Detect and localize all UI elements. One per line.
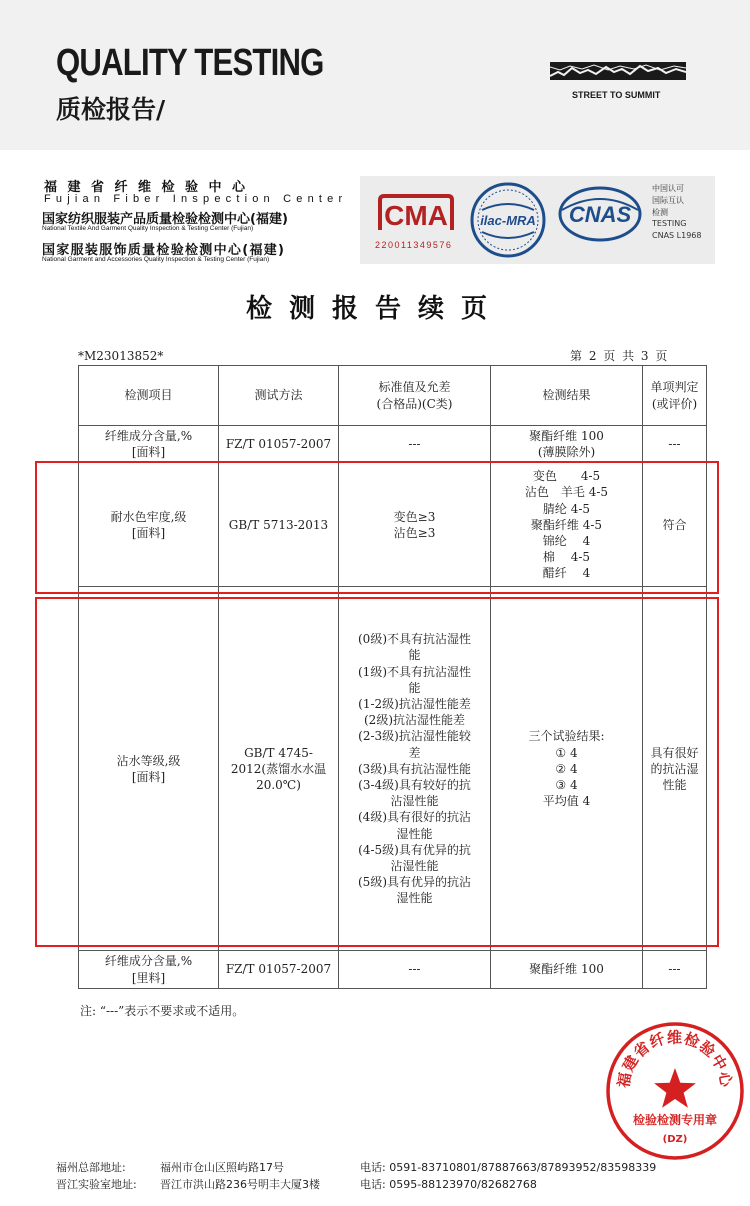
cell-item xyxy=(79,951,219,988)
standard-line: 能 xyxy=(408,680,421,695)
standard-line: 沾湿性能 xyxy=(390,794,439,809)
hq-phone: 电话: 0591-83710801/87887663/87893952/83598339 xyxy=(360,1161,657,1174)
result-line: 沾色 羊毛 4-5 xyxy=(524,485,609,500)
item-material: [面料] xyxy=(131,525,166,540)
cell-verdict: 符合 xyxy=(643,463,707,587)
official-seal xyxy=(604,1020,746,1162)
standard-line: 湿性能 xyxy=(396,826,433,841)
header-standard-line1: 标准值及允差 xyxy=(378,380,451,395)
standard-line: 沾湿性能 xyxy=(390,858,439,873)
highlight-frame-spray-rating xyxy=(35,597,719,947)
header-verdict xyxy=(643,366,707,426)
cell-verdict: --- xyxy=(643,426,707,463)
cell-verdict: --- xyxy=(643,951,707,988)
method-line: 20.0℃) xyxy=(256,777,301,792)
brand-mountain-graphic xyxy=(550,62,686,80)
cell-method: FZ/T 01057-2007 xyxy=(219,426,339,463)
header-standard-line2: (合格品)(C类) xyxy=(376,396,453,411)
cnas-caption-4: TESTING xyxy=(652,219,687,228)
item-material: [里料] xyxy=(131,970,166,985)
cma-logo xyxy=(372,194,460,234)
center-name-cn: 福建省纤维检验中心 xyxy=(44,180,256,195)
standard-line: 湿性能 xyxy=(396,891,433,906)
banner-subtitle: 质检报告/ xyxy=(56,95,166,124)
header-method: 测试方法 xyxy=(219,366,339,426)
page-info: 第 2 页 共 3 页 xyxy=(570,349,669,363)
cnas-caption-2: 国际互认 xyxy=(652,196,684,205)
table-header-row xyxy=(79,366,707,426)
cell-method: GB/T 5713-2013 xyxy=(219,463,339,587)
method-line: 2012(蒸馏水水温 xyxy=(230,761,327,776)
table-row xyxy=(79,426,707,463)
cnas-logo xyxy=(556,184,644,244)
hq-address: 福州市仓山区照屿路17号 xyxy=(160,1161,284,1174)
cell-method: FZ/T 01057-2007 xyxy=(219,951,339,988)
svg-text:CNAS: CNAS xyxy=(568,202,632,227)
cell-result: 聚酯纤维 100 xyxy=(491,951,643,988)
result-line: (薄膜除外) xyxy=(537,445,596,460)
center-name-en: Fujian Fiber Inspection Center xyxy=(44,193,348,205)
standard-line: (3级)具有抗沾湿性能 xyxy=(358,761,471,776)
item-name: 耐水色牢度,级 xyxy=(110,509,187,524)
svg-text:CMA: CMA xyxy=(384,200,448,231)
standard-line: 能 xyxy=(408,648,421,663)
standard-line: (2-3级)抗沾湿性能较 xyxy=(358,729,471,744)
item-name: 纤维成分含量,% xyxy=(104,954,193,969)
banner-title: QUALITY TESTING xyxy=(56,42,324,84)
cnas-caption-1: 中国认可 xyxy=(652,184,684,193)
national-center-cn: 国家纺织服装产品质量检验检测中心(福建) xyxy=(42,212,288,227)
cell-result xyxy=(491,426,643,463)
report-title: 检测报告续页 xyxy=(245,294,504,324)
standard-line: 沾色≥3 xyxy=(393,525,436,540)
standard-line: 差 xyxy=(408,745,421,760)
header-item: 检测项目 xyxy=(79,366,219,426)
svg-text:ilac-MRA: ilac-MRA xyxy=(480,213,536,228)
result-line: ① 4 xyxy=(555,745,578,760)
standard-line: (1-2级)抗沾湿性能差 xyxy=(358,697,471,712)
verdict-line: 的抗沾湿 xyxy=(650,761,699,776)
report-number: *M23013852* xyxy=(78,349,164,363)
result-line: 聚酯纤维 100 xyxy=(529,429,604,443)
header-standard xyxy=(339,366,491,426)
highlight-frame-colorfastness xyxy=(35,461,719,594)
result-line: 变色 4-5 xyxy=(532,469,601,484)
item-name: 沾水等级,级 xyxy=(116,753,181,768)
svg-text:福建省纤维检验中心: 福建省纤维检验中心 xyxy=(614,1028,736,1090)
header-result: 检测结果 xyxy=(491,366,643,426)
method-line: GB/T 4745- xyxy=(244,745,313,760)
result-line: 锦纶 4 xyxy=(542,533,591,548)
brand-name: STREET TO SUMMIT xyxy=(572,90,661,100)
jj-address: 晋江市洪山路236号明丰大厦3楼 xyxy=(160,1178,320,1191)
top-banner xyxy=(0,0,750,150)
standard-line: (5级)具有优异的抗沾 xyxy=(358,875,471,890)
svg-text:检验检测专用章: 检验检测专用章 xyxy=(632,1113,718,1127)
header-verdict-line1: 单项判定 xyxy=(650,380,699,395)
standard-line: (4-5级)具有优异的抗 xyxy=(358,842,471,857)
standard-line: 变色≥3 xyxy=(393,509,436,524)
result-line: 聚酯纤维 4-5 xyxy=(530,517,603,532)
header-verdict-line2: (或评价) xyxy=(651,396,698,411)
result-line: 腈纶 4-5 xyxy=(542,501,591,516)
jj-address-label: 晋江实验室地址: xyxy=(56,1178,137,1191)
result-line: 平均值 4 xyxy=(542,794,591,809)
verdict-line: 具有很好 xyxy=(650,745,699,760)
result-line: ② 4 xyxy=(555,761,578,776)
cell-standard: --- xyxy=(339,426,491,463)
jj-phone: 电话: 0595-88123970/82682768 xyxy=(360,1178,537,1191)
item-name: 纤维成分含量,% xyxy=(104,429,193,443)
national-center-en: National Textile And Garment Quality Inspection & Testing Center (Fujian) xyxy=(42,225,254,232)
cell-standard: --- xyxy=(339,951,491,988)
standard-line: (3-4级)具有较好的抗 xyxy=(358,777,471,792)
garment-center-cn: 国家服装服饰质量检验检测中心(福建) xyxy=(42,243,286,258)
standard-line: (0级)不具有抗沾湿性 xyxy=(358,632,471,647)
result-line: 醋纤 4 xyxy=(542,566,591,581)
item-material: [面料] xyxy=(131,769,166,784)
result-line: 棉 4-5 xyxy=(542,550,591,565)
item-material: [面料] xyxy=(131,445,166,460)
standard-line: (1级)不具有抗沾湿性 xyxy=(358,664,471,679)
cnas-caption-3: 检测 xyxy=(652,208,668,217)
result-line: ③ 4 xyxy=(555,777,578,792)
cma-number: 220011349576 xyxy=(375,240,453,250)
result-line: 三个试验结果: xyxy=(528,729,605,744)
cell-item xyxy=(79,426,219,463)
cnas-caption-5: CNAS L1968 xyxy=(652,231,702,240)
standard-line: (4级)具有很好的抗沾 xyxy=(358,810,471,825)
garment-center-en: National Garment and Accessories Quality Inspection & Testing Center (Fujian) xyxy=(42,256,270,263)
svg-text:(DZ): (DZ) xyxy=(662,1134,688,1145)
table-note: 注: “---”表示不要求或不适用。 xyxy=(80,1004,245,1018)
standard-line: (2级)抗沾湿性能差 xyxy=(364,713,465,728)
hq-address-label: 福州总部地址: xyxy=(56,1161,126,1174)
ilac-mra-logo xyxy=(468,180,548,260)
verdict-line: 性能 xyxy=(662,777,687,792)
table-row xyxy=(79,951,707,988)
